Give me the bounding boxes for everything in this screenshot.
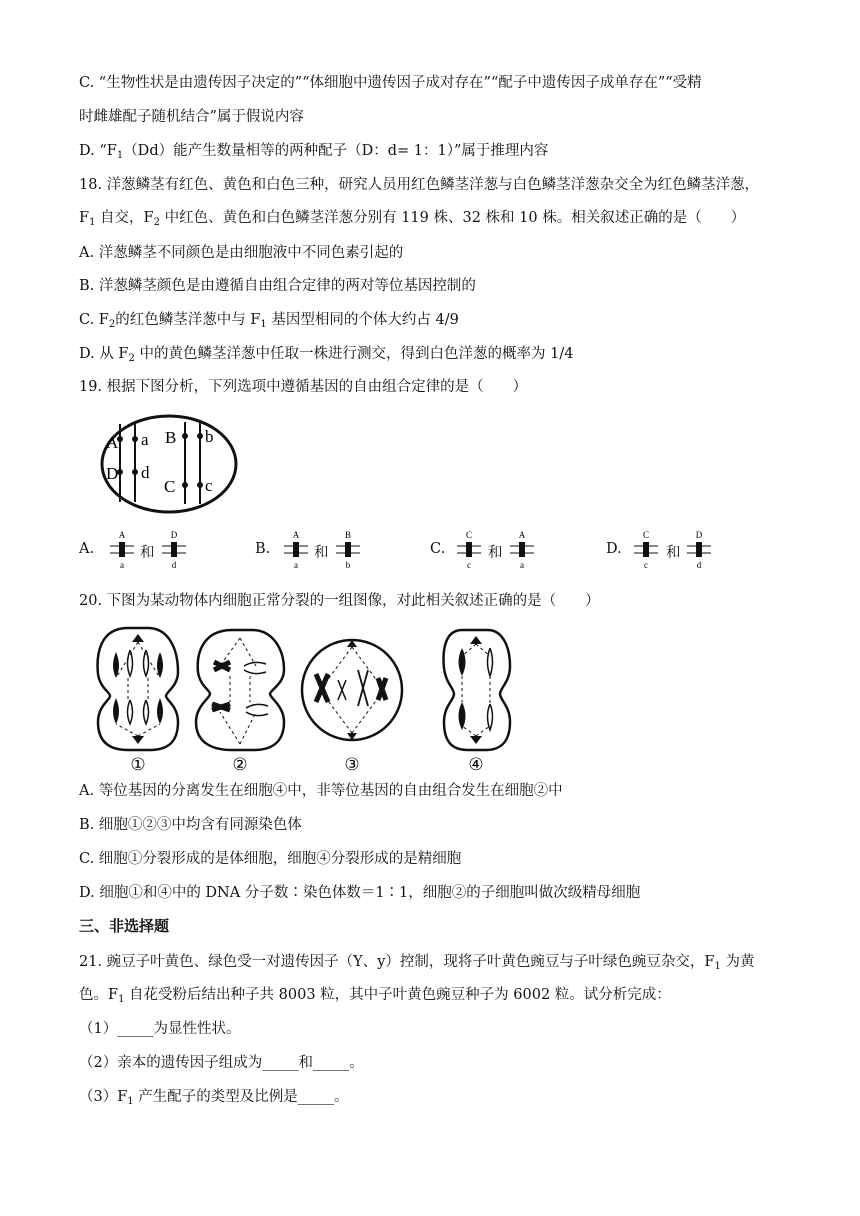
gene-top: A xyxy=(292,530,300,540)
option-letter: B. xyxy=(255,541,271,557)
text: （Dd）能产生数量相等的两种配子（D：d= 1：1）”属于推理内容 xyxy=(123,143,549,159)
text: 中的黄色鳞茎洋葱中任取一株进行测交，得到白色洋葱的概率为 1/4 xyxy=(134,346,574,362)
gene-locus xyxy=(132,469,138,475)
gene-label-d: d xyxy=(141,463,150,482)
gene-label-A: A xyxy=(106,433,119,452)
q19-option-d[interactable] xyxy=(606,530,736,570)
and-text: 和 xyxy=(666,545,681,561)
option-letter: A. xyxy=(79,541,95,557)
q19-stem: 19. 根据下图分析，下列选项中遵循基因的自由组合定律的是（ ） xyxy=(79,379,528,395)
subscript: 1 xyxy=(260,319,267,330)
text: （3）F xyxy=(79,1089,128,1105)
subscript: 1 xyxy=(714,961,721,972)
section-heading: 三、非选择题 xyxy=(79,917,170,935)
q21-part-2: （2）亲本的遗传因子组成为_____和_____。 xyxy=(79,1055,364,1071)
q20-option-b: B. 细胞①②③中均含有同源染色体 xyxy=(79,817,302,833)
option-letter: D. xyxy=(606,541,622,557)
text: 产生配子的类型及比例是_____。 xyxy=(133,1089,349,1105)
gene-pair-icon xyxy=(281,530,311,570)
gene-label-a: a xyxy=(141,430,149,449)
gene-locus xyxy=(182,433,188,439)
q18-option-b: B. 洋葱鳞茎颜色是由遵循自由组合定律的两对等位基因控制的 xyxy=(79,278,476,294)
subscript: 2 xyxy=(153,217,160,228)
gene-bottom: a xyxy=(520,560,524,570)
and-text: 和 xyxy=(140,545,155,561)
subscript: 2 xyxy=(128,353,135,364)
gene-locus xyxy=(132,436,138,442)
gene-label-B: B xyxy=(165,428,177,447)
q19-cell-figure xyxy=(98,412,240,517)
q17-option-d xyxy=(79,141,548,166)
cell-3-diagram xyxy=(302,640,402,772)
q21-part-3 xyxy=(79,1087,349,1112)
text: F xyxy=(79,210,90,226)
cell-2-label: ② xyxy=(232,755,248,772)
text: D. “F xyxy=(79,143,117,159)
q17-option-c-line1: C. “生物性状是由遗传因子决定的”“体细胞中遗传因子成对存在”“配子中遗传因子成单存在”“受精 xyxy=(79,75,702,91)
gene-bottom: c xyxy=(644,560,648,570)
cell-3-label: ③ xyxy=(344,755,360,772)
q20-option-c: C. 细胞①分裂形成的是体细胞，细胞④分裂形成的是精细胞 xyxy=(79,851,462,867)
subscript: 1 xyxy=(127,1096,134,1107)
q21-stem-line2 xyxy=(79,985,671,1010)
subscript: 1 xyxy=(118,994,125,1005)
q18-option-c xyxy=(79,310,459,335)
q20-stem: 20. 下图为某动物体内细胞正常分裂的一组图像，对此相关叙述正确的是（ ） xyxy=(79,593,600,609)
gene-top: D xyxy=(170,530,178,540)
gene-locus xyxy=(197,482,203,488)
text: 自交，F xyxy=(95,210,154,226)
cell-2-diagram xyxy=(196,630,284,772)
option-letter: C. xyxy=(430,541,446,557)
gene-pair-icon xyxy=(454,530,484,570)
gene-top: C xyxy=(465,530,473,540)
q19-option-a[interactable] xyxy=(79,530,209,570)
text: 色。F xyxy=(79,987,119,1003)
text: C. F xyxy=(79,312,109,328)
gene-pair-icon xyxy=(631,530,661,570)
text: 21. 豌豆子叶黄色、绿色受一对遗传因子（Y、y）控制，现将子叶黄色豌豆与子叶绿色豌豆杂交，F xyxy=(79,954,715,970)
subscript: 1 xyxy=(89,217,96,228)
q19-option-c[interactable] xyxy=(430,530,560,570)
text: 基因型相同的个体大约占 4/9 xyxy=(266,312,459,328)
cell-1-diagram xyxy=(98,628,178,772)
text: 的红色鳞茎洋葱中与 F xyxy=(115,312,261,328)
cell-1-label: ① xyxy=(130,755,146,772)
gene-label-b: b xyxy=(205,427,214,446)
gene-pair-icon xyxy=(507,530,537,570)
gene-bottom: a xyxy=(294,560,298,570)
gene-top: A xyxy=(118,530,126,540)
q18-stem-line2 xyxy=(79,208,745,233)
gene-top: C xyxy=(642,530,650,540)
q20-option-a: A. 等位基因的分离发生在细胞④中，非等位基因的自由组合发生在细胞②中 xyxy=(79,783,563,799)
gene-bottom: b xyxy=(345,560,351,570)
gene-bottom: c xyxy=(467,560,471,570)
gene-top: D xyxy=(695,530,703,540)
subscript: 1 xyxy=(116,150,124,161)
subscript: 2 xyxy=(108,319,116,330)
q21-part-1: （1）_____为显性性状。 xyxy=(79,1021,241,1037)
text: 自花受粉后结出种子共 8003 粒，其中子叶黄色豌豆种子为 6002 粒。试分析完成： xyxy=(124,987,671,1003)
and-text: 和 xyxy=(314,545,329,561)
gene-top: A xyxy=(518,530,526,540)
gene-bottom: a xyxy=(120,560,124,570)
gene-label-c: c xyxy=(205,476,213,495)
gene-label-D: D xyxy=(106,464,119,483)
q18-option-d xyxy=(79,344,573,369)
and-text: 和 xyxy=(488,545,503,561)
cell-4-diagram xyxy=(444,630,510,772)
q18-option-a: A. 洋葱鳞茎不同颜色是由细胞液中不同色素引起的 xyxy=(79,245,404,261)
text: D. 从 F xyxy=(79,346,129,362)
gene-pair-icon xyxy=(333,530,363,570)
gene-locus xyxy=(182,482,188,488)
gene-locus xyxy=(197,433,203,439)
gene-label-C: C xyxy=(164,477,176,496)
q17-option-c-line2: 时雌雄配子随机结合”属于假说内容 xyxy=(79,109,304,125)
q20-cell-division-figure xyxy=(80,622,540,772)
q18-stem-line1: 18. 洋葱鳞茎有红色、黄色和白色三种，研究人员用红色鳞茎洋葱与白色鳞茎洋葱杂交全为红色鳞茎洋葱， xyxy=(79,177,760,193)
gene-pair-icon xyxy=(159,530,189,570)
gene-pair-icon xyxy=(684,530,714,570)
cell-4-label: ④ xyxy=(468,755,484,772)
text: 中红色、黄色和白色鳞茎洋葱分别有 119 株、32 株和 10 株。相关叙述正确的是（ ） xyxy=(159,210,746,226)
gene-top: B xyxy=(344,530,352,540)
q19-option-b[interactable] xyxy=(255,530,385,570)
gene-pair-icon xyxy=(107,530,137,570)
gene-bottom: d xyxy=(696,560,702,570)
gene-bottom: d xyxy=(171,560,177,570)
text: 为黄 xyxy=(720,954,755,970)
q21-stem-line1 xyxy=(79,952,754,977)
q20-option-d: D. 细胞①和④中的 DNA 分子数∶染色体数＝1∶1，细胞②的子细胞叫做次级精母细胞 xyxy=(79,885,641,901)
